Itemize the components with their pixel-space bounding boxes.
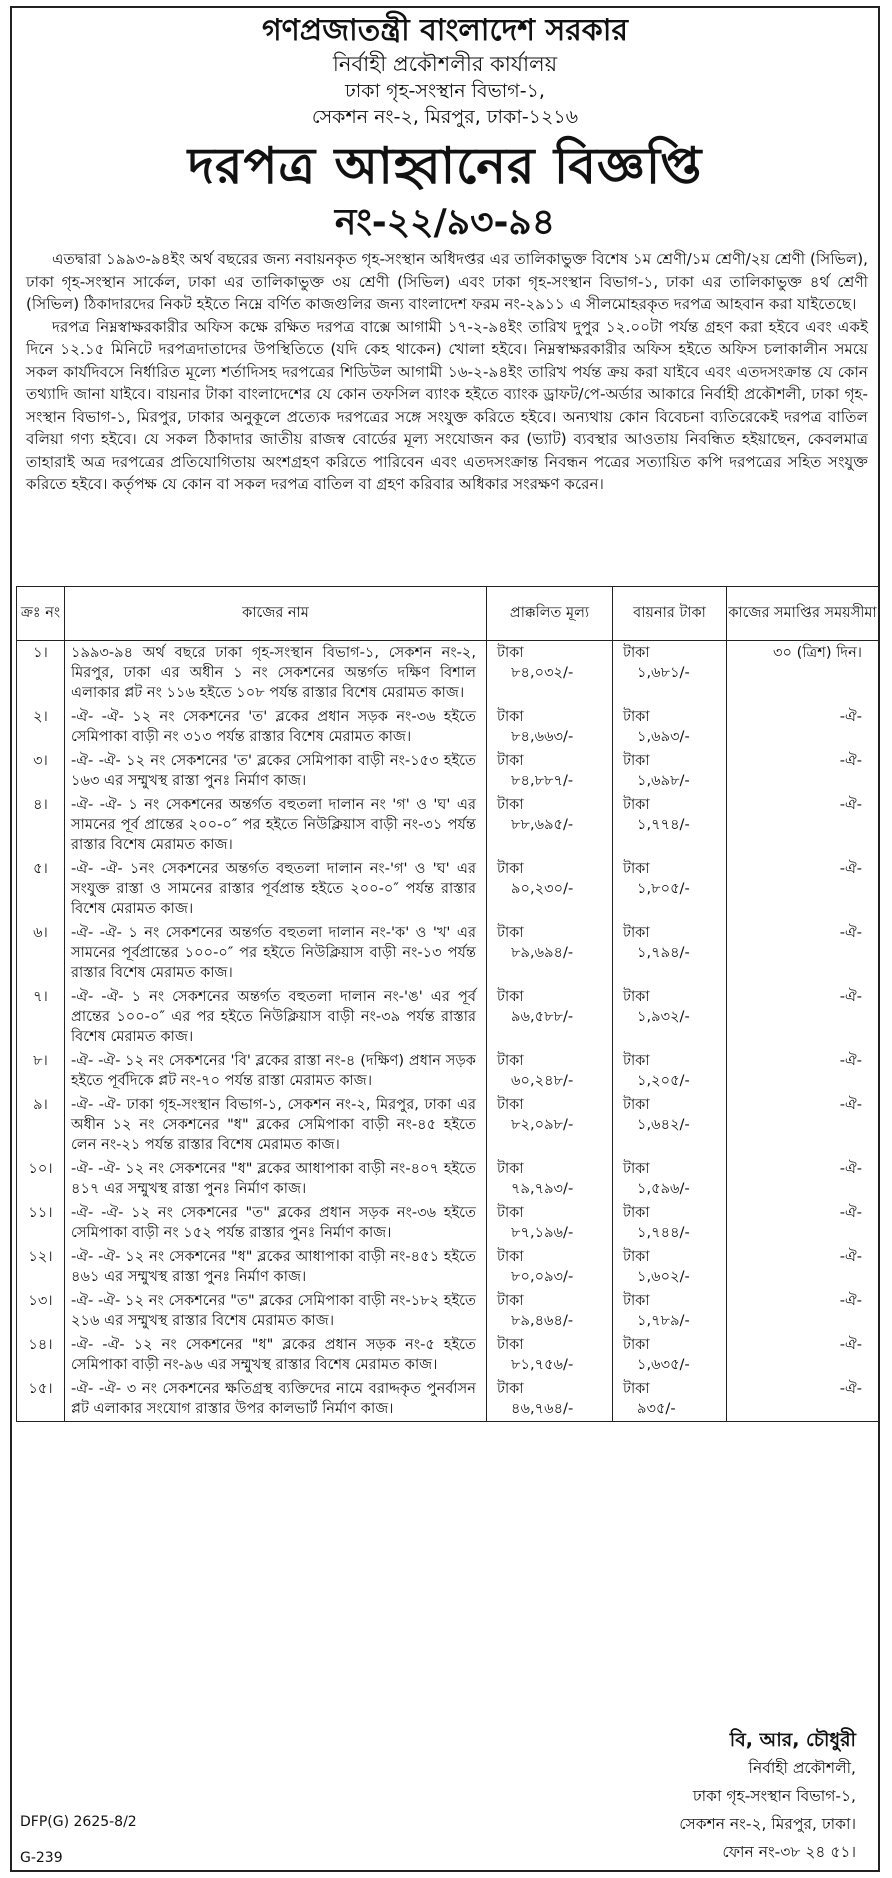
row-estimate	[487, 1093, 613, 1157]
row-completion-time: -ঐ-	[727, 1157, 879, 1201]
works-table	[16, 586, 879, 1422]
row-completion-time: ৩০ (ত্রিশ) দিন।	[727, 641, 879, 706]
row-serial: ১৩।	[17, 1289, 65, 1333]
row-serial: ৭।	[17, 985, 65, 1049]
row-completion-time: -ঐ-	[727, 705, 879, 749]
row-earnest-unit: টাকা	[623, 644, 650, 661]
notice-number: নং-২২/৯৩-৯৪	[334, 202, 556, 243]
row-estimate	[487, 1377, 613, 1422]
row-earnest-value: ১,৭৪৪/-	[637, 1224, 690, 1241]
g-code: G-239	[20, 1850, 63, 1866]
row-estimate-unit: টাকা	[497, 644, 524, 661]
row-serial: ১৪।	[17, 1333, 65, 1377]
row-estimate-unit: টাকা	[497, 1336, 524, 1353]
row-earnest-unit: টাকা	[623, 1096, 650, 1113]
col-estimate: প্রাক্কলিত মূল্য	[487, 587, 613, 641]
row-work-description: -ঐ- -ঐ- ১ নং সেকশনের অন্তর্গত বহুতলা দালান নং-'ক' ও 'খ' এর সামনের পূর্বপ্রান্তের ১০০-০″ পর হইতে নিউক্লিয়াস বাড়ী নং-১৩ পর্যন্ত রাস্তার বিশেষ মেরামত কাজ।	[65, 921, 487, 985]
row-earnest	[613, 1093, 727, 1157]
division-name: ঢাকা গৃহ-সংস্থান বিভাগ-১,	[345, 80, 545, 102]
signatory-division: ঢাকা গৃহ-সংস্থান বিভাগ-১,	[692, 1787, 856, 1805]
row-estimate-value: ৮৪,৬৬৩/-	[511, 728, 574, 745]
row-estimate-unit: টাকা	[497, 1160, 524, 1177]
row-earnest-unit: টাকা	[623, 1248, 650, 1265]
government-name: গণপ্রজাতন্ত্রী বাংলাদেশ সরকার	[262, 13, 628, 48]
row-completion-time: -ঐ-	[727, 1201, 879, 1245]
table-row	[17, 749, 879, 793]
row-earnest-value: ১,৮০৫/-	[637, 880, 690, 897]
row-earnest	[613, 1333, 727, 1377]
row-earnest-value: ১,৭৯৪/-	[637, 944, 690, 961]
office-address: সেকশন নং-২, মিরপুর, ঢাকা-১২১৬	[311, 106, 579, 128]
row-earnest	[613, 1289, 727, 1333]
row-estimate	[487, 793, 613, 857]
row-estimate-unit: টাকা	[497, 1052, 524, 1069]
row-earnest	[613, 857, 727, 921]
notice-header	[12, 12, 878, 246]
row-earnest	[613, 793, 727, 857]
row-serial: ৪।	[17, 793, 65, 857]
row-earnest	[613, 705, 727, 749]
table-row	[17, 1377, 879, 1422]
intro-paragraph	[12, 248, 878, 316]
intro-text: এতদ্বারা ১৯৯৩-৯৪ইং অর্থ বছরের জন্য নবায়নকৃত গৃহ-সংস্থান অধিদপ্তর এর তালিকাভুক্ত বিশেষ ১ম শ্রেণী/১ম শ্রেণী/২য় শ্রেণী (সিভিল), ঢাকা গৃহ-সংস্থান সার্কেল, ঢাকা এর তালিকাভুক্ত ৩য় শ্রেণী (সিভিল) এবং ঢাকা গৃহ-সংস্থান বিভাগ-১, ঢাকা এর তালিকাভুক্ত ৪র্থ শ্রেণী (সিভিল) ঠিকাদারদের নিকট হইতে নিম্নে বর্ণিত কাজগুলির জন্য বাংলাদেশ ফরম নং-২৯১১ এ সীলমোহরকৃত দরপত্র আহবান করা যাইতেছে।	[26, 250, 869, 313]
row-estimate	[487, 1049, 613, 1093]
row-earnest-unit: টাকা	[623, 1052, 650, 1069]
col-work-name: কাজের নাম	[65, 587, 487, 641]
row-earnest-unit: টাকা	[623, 1160, 650, 1177]
row-completion-time: -ঐ-	[727, 749, 879, 793]
row-earnest-unit: টাকা	[623, 1336, 650, 1353]
row-work-description: -ঐ- -ঐ- ১২ নং সেকশনের "ধ" ব্লকের প্রধান সড়ক নং-৫ হইতে সেমিপাকা বাড়ী নং-৯৬ এর সম্মুখস্থ রাস্তার বিশেষ মেরামত কাজ।	[65, 1333, 487, 1377]
row-estimate-value: ৮০,০৯৩/-	[511, 1268, 574, 1285]
row-estimate	[487, 1289, 613, 1333]
row-estimate-value: ৮৪,০৩২/-	[511, 664, 574, 681]
row-estimate-unit: টাকা	[497, 988, 524, 1005]
row-estimate-unit: টাকা	[497, 1380, 524, 1397]
table-row	[17, 1201, 879, 1245]
table-row	[17, 985, 879, 1049]
signature-block	[679, 1726, 856, 1866]
row-work-description: -ঐ- -ঐ- ১২ নং সেকশনের "ত" ব্লকের প্রধান সড়ক নং-৩৬ হইতে সেমিপাকা বাড়ী নং ১৫২ পর্যন্ত রাস্তার পুনঃ নির্মাণ কাজ।	[65, 1201, 487, 1245]
row-serial: ৯।	[17, 1093, 65, 1157]
table-row	[17, 793, 879, 857]
row-completion-time: -ঐ-	[727, 1377, 879, 1422]
row-serial: ৮।	[17, 1049, 65, 1093]
row-estimate-value: ৮২,০৯৮/-	[511, 1116, 574, 1133]
row-estimate-value: ৬০,২৪৮/-	[511, 1072, 574, 1089]
works-table-body	[17, 641, 879, 1422]
row-estimate	[487, 985, 613, 1049]
terms-text: দরপত্র নিম্নস্বাক্ষরকারীর অফিস কক্ষে রক্ষিত দরপত্র বাক্সে আগামী ১৭-২-৯৪ইং তারিখ দুপুর ১২.০০টা পর্যন্ত গ্রহণ করা হইবে এবং একই দিনে ১২.১৫ মিনিটে দরপত্রদাতাদের উপস্থিতিতে (যদি কেহ থাকেন) খোলা হইবে। নিম্নস্বাক্ষরকারীর অফিস হইতে অফিস চলাকালীন সময়ে সকল কার্যদিবসে নির্ধারিত মূল্যে শর্তাদিসহ দরপত্রের শিডিউল আগামী ১৬-২-৯৪ইং তারিখ পর্যন্ত ক্রয় করা যাইবে এবং এতদসংক্রান্ত যে কোন তথ্যাদি জানা যাইবে। বায়নার টাকা বাংলাদেশের যে কোন তফসিল ব্যাংক হইতে ব্যাংক ড্রাফট/পে-অর্ডার আকারে নির্বাহী প্রকৌশলী, ঢাকা গৃহ-সংস্থান বিভাগ-১, মিরপুর, ঢাকার অনুকূলে প্রত্যেক দরপত্রের সঙ্গে সংযুক্ত করিতে হইবে। অন্যথায় কোন বিবেচনা ব্যতিরেকেই দরপত্র বাতিল বলিয়া গণ্য হইবে। যে সকল ঠিকাদার জাতীয় রাজস্ব বোর্ডের মূল্য সংযোজন কর (ভ্যাট) ব্যবস্থার আওতায় নিবন্ধিত হইয়াছেন, কেবলমাত্র তাহারাই অত্র দরপত্রের প্রতিযোগিতায় অংশগ্রহণ করিতে পারিবেন এবং এতদসংক্রান্ত নিবন্ধন পত্রের সত্যায়িত কপি দরপত্রের সহিত সংযুক্ত করিতে হইবে। কর্তৃপক্ষ যে কোন বা সকল দরপত্র বাতিল বা গ্রহণ করিবার অধিকার সংরক্ষণ করেন।	[26, 317, 868, 493]
row-earnest	[613, 641, 727, 706]
row-estimate	[487, 1333, 613, 1377]
row-earnest	[613, 749, 727, 793]
row-earnest-value: ১,৬৪২/-	[637, 1116, 690, 1133]
row-estimate-value: ৮৯,৬৯৪/-	[511, 944, 574, 961]
row-estimate-unit: টাকা	[497, 1248, 524, 1265]
signatory-address: সেকশন নং-২, মিরপুর, ঢাকা।	[679, 1815, 856, 1833]
dfp-code: DFP(G) 2625-8/2	[20, 1814, 137, 1830]
table-row	[17, 1245, 879, 1289]
row-earnest-unit: টাকা	[623, 988, 650, 1005]
row-earnest-unit: টাকা	[623, 924, 650, 941]
row-completion-time: -ঐ-	[727, 1289, 879, 1333]
table-row	[17, 641, 879, 706]
col-earnest: বায়নার টাকা	[613, 587, 727, 641]
row-earnest-value: ১,৯৩২/-	[637, 1008, 690, 1025]
row-earnest-value: ১,৬০২/-	[637, 1268, 690, 1285]
table-row	[17, 1289, 879, 1333]
tender-notice-page	[10, 6, 880, 1872]
signatory-designation: নির্বাহী প্রকৌশলী,	[748, 1759, 856, 1777]
row-completion-time: -ঐ-	[727, 1093, 879, 1157]
row-earnest-value: ১,৬৮১/-	[637, 664, 690, 681]
row-work-description: -ঐ- -ঐ- ১২ নং সেকশনের "ধ" ব্লকের আধাপাকা বাড়ী নং-৪৫১ হইতে ৪৬১ এর সম্মুখস্থ রাস্তা পুনঃ নির্মাণ কাজ।	[65, 1245, 487, 1289]
row-earnest	[613, 921, 727, 985]
row-completion-time: -ঐ-	[727, 1245, 879, 1289]
row-earnest	[613, 1201, 727, 1245]
table-row	[17, 1157, 879, 1201]
table-row	[17, 1093, 879, 1157]
row-work-description: -ঐ- -ঐ- ১ নং সেকশনের অন্তর্গত বহুতলা দালান নং 'গ' ও 'ঘ' এর সামনের পূর্ব প্রান্তের ২০০-০″ পর হইতে নিউক্লিয়াস বাড়ী নং-৩১ পর্যন্ত রাস্তার বিশেষ মেরামত কাজ।	[65, 793, 487, 857]
col-completion-time: কাজের সমাপ্তির সময়সীমা	[727, 587, 879, 641]
row-work-description: -ঐ- -ঐ- ১নং সেকশনের অন্তর্গত বহুতলা দালান নং-'গ' ও 'ঘ' এর সংযুক্ত রাস্তা ও সামনের রাস্তার পূর্বপ্রান্ত হইতে ২০০-০″ পর্যন্ত রাস্তার বিশেষ মেরামত কাজ।	[65, 857, 487, 921]
row-earnest-value: ১,৬৩৫/-	[637, 1356, 690, 1373]
row-serial: ৫।	[17, 857, 65, 921]
row-serial: ১০।	[17, 1157, 65, 1201]
row-completion-time: -ঐ-	[727, 1333, 879, 1377]
row-earnest	[613, 1245, 727, 1289]
row-estimate-value: ৮৯,৪৬৪/-	[511, 1312, 574, 1329]
row-work-description: -ঐ- -ঐ- ১২ নং সেকশনের 'ত' ব্লকের প্রধান সড়ক নং-৩৬ হইতে সেমিপাকা বাড়ী নং ৩১৩ পর্যন্ত রাস্তার বিশেষ মেরামত কাজ।	[65, 705, 487, 749]
row-work-description: -ঐ- -ঐ- ১২ নং সেকশনের "ধ" ব্লকের আধাপাকা বাড়ী নং-৪০৭ হইতে ৪১৭ এর সম্মুখস্থ রাস্তা পুনঃ নির্মাণ কাজ।	[65, 1157, 487, 1201]
row-serial: ১১।	[17, 1201, 65, 1245]
row-estimate	[487, 1201, 613, 1245]
table-header-row	[17, 587, 879, 641]
row-completion-time: -ঐ-	[727, 921, 879, 985]
row-estimate-value: ৮৭,১৯৬/-	[511, 1224, 574, 1241]
row-estimate	[487, 705, 613, 749]
row-estimate-unit: টাকা	[497, 1292, 524, 1309]
row-estimate-value: ৯৬,৫৮৮/-	[511, 1008, 574, 1025]
row-estimate-value: ৮৮,৬৯৫/-	[511, 816, 574, 833]
row-estimate-unit: টাকা	[497, 860, 524, 877]
row-earnest-value: ১,৬৯৮/-	[637, 772, 690, 789]
table-row	[17, 1333, 879, 1377]
row-estimate-value: ৮১,৭৫৬/-	[511, 1356, 574, 1373]
row-estimate	[487, 641, 613, 706]
row-earnest	[613, 1049, 727, 1093]
row-earnest-value: ১,৭৮৯/-	[637, 1312, 690, 1329]
signatory-phone: ফোন নং-৩৮ ২৪ ৫১।	[722, 1843, 856, 1861]
row-serial: ১৫।	[17, 1377, 65, 1422]
row-earnest-value: ১,৭৭৪/-	[637, 816, 690, 833]
table-row	[17, 1049, 879, 1093]
row-serial: ৬।	[17, 921, 65, 985]
row-completion-time: -ঐ-	[727, 1049, 879, 1093]
row-estimate-unit: টাকা	[497, 752, 524, 769]
row-estimate-unit: টাকা	[497, 708, 524, 725]
row-work-description: -ঐ- -ঐ- ৩ নং সেকশনের ক্ষতিগ্রস্থ ব্যক্তিদের নামে বরাদ্দকৃত পুনর্বাসন প্লট এলাকার সংযোগ রাস্তার উপর কালভার্ট নির্মাণ কাজ।	[65, 1377, 487, 1422]
row-estimate-unit: টাকা	[497, 1096, 524, 1113]
row-work-description: -ঐ- -ঐ- ১২ নং সেকশনের 'বি' ব্লকের রাস্তা নং-৪ (দক্ষিণ) প্রধান সড়ক হইতে পূর্বদিকে প্লট নং-৭০ পর্যন্ত রাস্তা মেরামত কাজ।	[65, 1049, 487, 1093]
row-earnest-unit: টাকা	[623, 708, 650, 725]
table-row	[17, 921, 879, 985]
table-row	[17, 705, 879, 749]
row-earnest-unit: টাকা	[623, 860, 650, 877]
row-earnest-value: ৯৩৫/-	[637, 1400, 676, 1417]
notice-title: দরপত্র আহ্বানের বিজ্ঞপ্তি	[187, 137, 703, 195]
row-estimate	[487, 857, 613, 921]
row-serial: ৩।	[17, 749, 65, 793]
row-work-description: -ঐ- -ঐ- ১২ নং সেকশনের "ত" ব্লকের সেমিপাকা বাড়ী নং-১৮২ হইতে ২১৬ এর সম্মুখস্থ রাস্তার বিশেষ মেরামত কাজ।	[65, 1289, 487, 1333]
row-earnest	[613, 985, 727, 1049]
signatory-name: বি, আর, চৌধুরী	[729, 1729, 856, 1751]
row-serial: ১।	[17, 641, 65, 706]
row-work-description: -ঐ- -ঐ- ১২ নং সেকশনের 'ত' ব্লকের সেমিপাকা বাড়ী নং-১৫৩ হইতে ১৬৩ এর সম্মুখস্থ রাস্তা পুনঃ নির্মাণ কাজ।	[65, 749, 487, 793]
row-estimate-value: ৪৬,৭৬৪/-	[511, 1400, 574, 1417]
row-earnest-unit: টাকা	[623, 752, 650, 769]
row-estimate-value: ৭৯,৭৯৩/-	[511, 1180, 574, 1197]
row-completion-time: -ঐ-	[727, 793, 879, 857]
row-earnest-unit: টাকা	[623, 1380, 650, 1397]
row-work-description: -ঐ- -ঐ- ঢাকা গৃহ-সংস্থান বিভাগ-১, সেকশন নং-২, মিরপুর, ঢাকা এর অধীন ১২ নং সেকশনের "ধ" ব্লকের সেমিপাকা বাড়ী নং-৪৫ হইতে লেন নং-২১ পর্যন্ত রাস্তার বিশেষ মেরামত কাজ।	[65, 1093, 487, 1157]
terms-paragraph	[12, 316, 878, 496]
row-estimate-value: ৯০,২৩০/-	[511, 880, 574, 897]
row-estimate	[487, 1245, 613, 1289]
row-estimate-unit: টাকা	[497, 796, 524, 813]
row-estimate	[487, 1157, 613, 1201]
table-row	[17, 857, 879, 921]
row-completion-time: -ঐ-	[727, 857, 879, 921]
row-serial: ১২।	[17, 1245, 65, 1289]
row-serial: ২।	[17, 705, 65, 749]
row-earnest-unit: টাকা	[623, 1204, 650, 1221]
row-earnest-value: ১,২০৫/-	[637, 1072, 690, 1089]
row-work-description: ১৯৯৩-৯৪ অর্থ বছরে ঢাকা গৃহ-সংস্থান বিভাগ-১, সেকশন নং-২, মিরপুর, ঢাকা এর অধীন ১ নং সেকশনের অন্তর্গত দক্ষিণ বিশাল এলাকার প্লট নং ১১৬ হইতে ১০৮ পর্যন্ত রাস্তার বিশেষ মেরামত কাজ।	[65, 641, 487, 706]
office-name: নির্বাহী প্রকৌশলীর কার্যালয়	[332, 52, 558, 76]
row-estimate-unit: টাকা	[497, 924, 524, 941]
row-earnest-value: ১,৬৯৩/-	[637, 728, 690, 745]
row-completion-time: -ঐ-	[727, 985, 879, 1049]
row-earnest-unit: টাকা	[623, 1292, 650, 1309]
row-estimate-unit: টাকা	[497, 1204, 524, 1221]
row-work-description: -ঐ- -ঐ- ১ নং সেকশনের অন্তর্গত বহুতলা দালান নং-'ঙ' এর পূর্ব প্রান্তের ১০০-০″ এর পর হইতে নিউক্লিয়াস বাড়ী নং-৩৯ পর্যন্ত রাস্তার বিশেষ মেরামত কাজ।	[65, 985, 487, 1049]
col-serial: ক্রঃ নং	[17, 587, 65, 641]
row-estimate	[487, 921, 613, 985]
row-estimate	[487, 749, 613, 793]
row-earnest	[613, 1157, 727, 1201]
row-earnest	[613, 1377, 727, 1422]
row-earnest-value: ১,৫৯৬/-	[637, 1180, 690, 1197]
row-estimate-value: ৮৪,৮৮৭/-	[511, 772, 574, 789]
row-earnest-unit: টাকা	[623, 796, 650, 813]
